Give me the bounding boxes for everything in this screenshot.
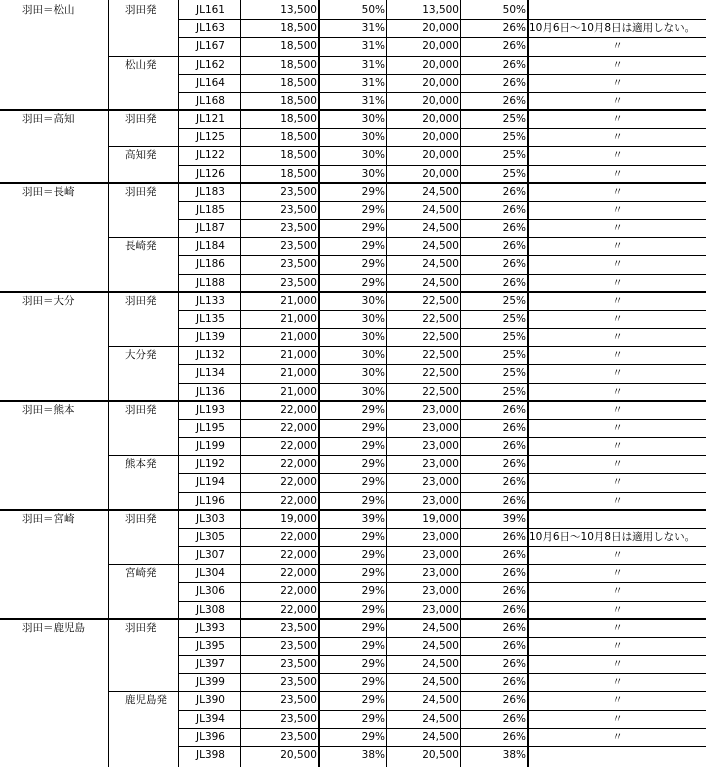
discount-rate-alt: 25%	[502, 113, 526, 125]
flight-number: JL163	[196, 22, 225, 34]
fare-value-alt: 23,000	[422, 604, 459, 616]
fare-value: 23,500	[280, 658, 317, 670]
note-text: 〃	[612, 349, 623, 361]
fare-value-alt: 23,000	[422, 422, 459, 434]
fare-value-alt: 24,500	[422, 240, 459, 252]
discount-rate: 29%	[361, 549, 385, 561]
discount-rate: 30%	[361, 149, 385, 161]
fare-value: 21,000	[280, 386, 317, 398]
note-text: 〃	[612, 640, 623, 652]
fare-value: 22,000	[280, 531, 317, 543]
discount-rate: 30%	[361, 386, 385, 398]
fare-value: 23,500	[280, 694, 317, 706]
note-text: 〃	[612, 277, 623, 289]
fare-value: 21,000	[280, 349, 317, 361]
discount-rate: 29%	[361, 404, 385, 416]
discount-rate: 29%	[361, 531, 385, 543]
discount-rate: 39%	[361, 513, 385, 525]
fare-value-alt: 23,000	[422, 476, 459, 488]
fare-value: 22,000	[280, 604, 317, 616]
discount-rate-alt: 26%	[502, 204, 526, 216]
discount-rate: 50%	[361, 4, 385, 16]
route-label: 羽田＝熊本	[22, 404, 75, 416]
note-text: 〃	[612, 113, 623, 125]
fare-value: 23,500	[280, 713, 317, 725]
direction-label: 羽田発	[125, 622, 157, 634]
discount-rate-alt: 25%	[502, 131, 526, 143]
discount-rate-alt: 38%	[502, 749, 526, 761]
fare-value-alt: 24,500	[422, 658, 459, 670]
discount-rate-alt: 26%	[502, 531, 526, 543]
discount-rate-alt: 26%	[502, 186, 526, 198]
discount-rate-alt: 26%	[502, 713, 526, 725]
discount-rate-alt: 26%	[502, 658, 526, 670]
note-text: 〃	[612, 59, 623, 71]
fare-value-alt: 24,500	[422, 258, 459, 270]
discount-rate: 29%	[361, 585, 385, 597]
note-text: 〃	[612, 186, 623, 198]
fare-value: 22,000	[280, 440, 317, 452]
fare-value: 18,500	[280, 95, 317, 107]
discount-rate: 29%	[361, 222, 385, 234]
fare-value: 21,000	[280, 295, 317, 307]
flight-number: JL134	[196, 367, 225, 379]
flight-number: JL399	[196, 676, 225, 688]
flight-number: JL390	[196, 694, 225, 706]
fare-value-alt: 24,500	[422, 731, 459, 743]
note-text: 〃	[612, 77, 623, 89]
fare-value: 18,500	[280, 149, 317, 161]
discount-rate: 29%	[361, 567, 385, 579]
flight-number: JL136	[196, 386, 225, 398]
flight-number: JL396	[196, 731, 225, 743]
fare-value-alt: 24,500	[422, 640, 459, 652]
discount-rate-alt: 26%	[502, 258, 526, 270]
fare-value: 18,500	[280, 131, 317, 143]
column-rule	[108, 0, 109, 767]
fare-value-alt: 23,000	[422, 549, 459, 561]
flight-number: JL194	[196, 476, 225, 488]
direction-label: 鹿児島発	[125, 694, 167, 706]
discount-rate-alt: 26%	[502, 476, 526, 488]
fare-value: 23,500	[280, 277, 317, 289]
fare-value-alt: 24,500	[422, 204, 459, 216]
direction-label: 羽田発	[125, 404, 157, 416]
discount-rate-alt: 26%	[502, 404, 526, 416]
discount-rate: 29%	[361, 640, 385, 652]
discount-rate: 29%	[361, 422, 385, 434]
discount-rate-alt: 26%	[502, 222, 526, 234]
direction-label: 熊本発	[125, 458, 157, 470]
discount-rate: 29%	[361, 458, 385, 470]
fare-value: 23,500	[280, 204, 317, 216]
discount-rate: 31%	[361, 77, 385, 89]
fare-value-alt: 23,000	[422, 440, 459, 452]
flight-number: JL393	[196, 622, 225, 634]
fare-value: 23,500	[280, 258, 317, 270]
direction-label: 羽田発	[125, 513, 157, 525]
discount-rate-alt: 26%	[502, 22, 526, 34]
direction-label: 長崎発	[125, 240, 157, 252]
note-text: 〃	[612, 476, 623, 488]
note-text: 〃	[612, 622, 623, 634]
discount-rate-alt: 25%	[502, 168, 526, 180]
fare-value-alt: 22,500	[422, 386, 459, 398]
flight-number: JL167	[196, 40, 225, 52]
discount-rate-alt: 26%	[502, 95, 526, 107]
fare-value: 22,000	[280, 422, 317, 434]
note-text: 〃	[612, 168, 623, 180]
fare-value-alt: 22,500	[422, 313, 459, 325]
flight-number: JL186	[196, 258, 225, 270]
discount-rate-alt: 26%	[502, 567, 526, 579]
fare-value: 18,500	[280, 168, 317, 180]
flight-number: JL304	[196, 567, 225, 579]
discount-rate: 30%	[361, 113, 385, 125]
flight-number: JL195	[196, 422, 225, 434]
fare-value: 23,500	[280, 676, 317, 688]
discount-rate: 29%	[361, 495, 385, 507]
discount-rate-alt: 26%	[502, 59, 526, 71]
discount-rate-alt: 26%	[502, 640, 526, 652]
discount-rate-alt: 25%	[502, 313, 526, 325]
discount-rate: 31%	[361, 40, 385, 52]
note-text: 〃	[612, 694, 623, 706]
fare-value: 18,500	[280, 59, 317, 71]
flight-number: JL121	[196, 113, 225, 125]
flight-number: JL139	[196, 331, 225, 343]
discount-rate-alt: 26%	[502, 585, 526, 597]
fare-value-alt: 23,000	[422, 495, 459, 507]
flight-number: JL168	[196, 95, 225, 107]
note-text: 〃	[612, 331, 623, 343]
direction-label: 羽田発	[125, 113, 157, 125]
flight-number: JL188	[196, 277, 225, 289]
discount-rate: 29%	[361, 240, 385, 252]
fare-value: 21,000	[280, 313, 317, 325]
fare-value: 18,500	[280, 77, 317, 89]
discount-rate: 38%	[361, 749, 385, 761]
route-label: 羽田＝高知	[22, 113, 75, 125]
flight-number: JL395	[196, 640, 225, 652]
discount-rate: 29%	[361, 440, 385, 452]
direction-label: 羽田発	[125, 4, 157, 16]
note-text: 〃	[612, 313, 623, 325]
fare-value-alt: 23,000	[422, 531, 459, 543]
discount-rate-alt: 26%	[502, 676, 526, 688]
discount-rate-alt: 25%	[502, 331, 526, 343]
fare-value-alt: 13,500	[422, 4, 459, 16]
note-text: 〃	[612, 713, 623, 725]
fare-value-alt: 19,000	[422, 513, 459, 525]
discount-rate-alt: 26%	[502, 458, 526, 470]
discount-rate-alt: 26%	[502, 549, 526, 561]
note-text: 〃	[612, 440, 623, 452]
note-text: 〃	[612, 131, 623, 143]
discount-rate-alt: 26%	[502, 604, 526, 616]
fare-value-alt: 20,000	[422, 168, 459, 180]
note-text: 〃	[612, 386, 623, 398]
fare-value-alt: 24,500	[422, 622, 459, 634]
note-text: 〃	[612, 149, 623, 161]
flight-number: JL187	[196, 222, 225, 234]
note-text: 〃	[612, 658, 623, 670]
note-text: 〃	[612, 604, 623, 616]
discount-rate-alt: 26%	[502, 694, 526, 706]
note-text: 〃	[612, 404, 623, 416]
discount-rate-alt: 26%	[502, 495, 526, 507]
discount-rate: 29%	[361, 676, 385, 688]
note-text: 〃	[612, 222, 623, 234]
fare-value-alt: 23,000	[422, 585, 459, 597]
fare-value-alt: 24,500	[422, 713, 459, 725]
flight-number: JL122	[196, 149, 225, 161]
discount-rate: 29%	[361, 277, 385, 289]
note-text: 〃	[612, 204, 623, 216]
fare-value: 18,500	[280, 113, 317, 125]
direction-label: 羽田発	[125, 186, 157, 198]
note-text: 〃	[612, 95, 623, 107]
flight-number: JL398	[196, 749, 225, 761]
discount-rate-alt: 25%	[502, 149, 526, 161]
discount-rate: 31%	[361, 22, 385, 34]
discount-rate: 29%	[361, 622, 385, 634]
flight-number: JL397	[196, 658, 225, 670]
discount-rate-alt: 25%	[502, 295, 526, 307]
flight-number: JL183	[196, 186, 225, 198]
route-label: 羽田＝長崎	[22, 186, 75, 198]
fare-value-alt: 22,500	[422, 295, 459, 307]
fare-value-alt: 20,000	[422, 77, 459, 89]
discount-rate: 29%	[361, 694, 385, 706]
flight-number: JL161	[196, 4, 225, 16]
fare-value: 23,500	[280, 222, 317, 234]
fare-value: 13,500	[280, 4, 317, 16]
direction-label: 大分発	[125, 349, 157, 361]
discount-rate: 30%	[361, 131, 385, 143]
flight-number: JL184	[196, 240, 225, 252]
discount-rate-alt: 26%	[502, 731, 526, 743]
discount-rate: 30%	[361, 168, 385, 180]
fare-value: 22,000	[280, 495, 317, 507]
discount-rate: 29%	[361, 658, 385, 670]
direction-label: 松山発	[125, 59, 157, 71]
note-text: 〃	[612, 676, 623, 688]
flight-number: JL193	[196, 404, 225, 416]
flight-number: JL164	[196, 77, 225, 89]
discount-rate: 29%	[361, 258, 385, 270]
discount-rate-alt: 25%	[502, 349, 526, 361]
direction-label: 高知発	[125, 149, 157, 161]
fare-value: 22,000	[280, 585, 317, 597]
discount-rate: 31%	[361, 95, 385, 107]
fare-value: 22,000	[280, 567, 317, 579]
fare-value: 23,500	[280, 622, 317, 634]
note-text: 〃	[612, 495, 623, 507]
fare-value-alt: 22,500	[422, 349, 459, 361]
note-text: 〃	[612, 258, 623, 270]
fare-value-alt: 22,500	[422, 367, 459, 379]
discount-rate-alt: 50%	[502, 4, 526, 16]
fare-value: 22,000	[280, 549, 317, 561]
note-text: 〃	[612, 567, 623, 579]
flight-number: JL305	[196, 531, 225, 543]
note-text: 〃	[612, 295, 623, 307]
discount-rate-alt: 25%	[502, 386, 526, 398]
fare-value-alt: 24,500	[422, 222, 459, 234]
note-text: 10月6日～10月8日は適用しない。	[529, 531, 696, 543]
flight-number: JL135	[196, 313, 225, 325]
flight-number: JL196	[196, 495, 225, 507]
discount-rate-alt: 26%	[502, 277, 526, 289]
direction-label: 羽田発	[125, 295, 157, 307]
fare-value: 22,000	[280, 404, 317, 416]
fare-value: 23,500	[280, 186, 317, 198]
discount-rate-alt: 26%	[502, 40, 526, 52]
fare-value-alt: 20,000	[422, 95, 459, 107]
fare-value: 21,000	[280, 331, 317, 343]
note-text: 〃	[612, 731, 623, 743]
fare-value-alt: 20,000	[422, 131, 459, 143]
flight-number: JL192	[196, 458, 225, 470]
flight-number: JL308	[196, 604, 225, 616]
fare-value: 23,500	[280, 640, 317, 652]
fare-value: 23,500	[280, 731, 317, 743]
discount-rate-alt: 26%	[502, 622, 526, 634]
fare-value-alt: 24,500	[422, 186, 459, 198]
fare-value-alt: 24,500	[422, 694, 459, 706]
fare-value: 19,000	[280, 513, 317, 525]
fare-value-alt: 23,000	[422, 404, 459, 416]
discount-rate: 30%	[361, 331, 385, 343]
direction-label: 宮崎発	[125, 567, 157, 579]
discount-rate: 29%	[361, 604, 385, 616]
discount-rate: 29%	[361, 731, 385, 743]
note-text: 〃	[612, 422, 623, 434]
note-text: 〃	[612, 367, 623, 379]
flight-number: JL185	[196, 204, 225, 216]
fare-value: 21,000	[280, 367, 317, 379]
flight-number: JL307	[196, 549, 225, 561]
fare-value: 18,500	[280, 22, 317, 34]
discount-rate: 30%	[361, 313, 385, 325]
fare-value-alt: 20,000	[422, 22, 459, 34]
flight-number: JL162	[196, 59, 225, 71]
flight-number: JL126	[196, 168, 225, 180]
discount-rate: 29%	[361, 713, 385, 725]
discount-rate: 30%	[361, 367, 385, 379]
discount-rate-alt: 26%	[502, 77, 526, 89]
discount-rate: 29%	[361, 204, 385, 216]
route-label: 羽田＝宮崎	[22, 513, 75, 525]
fare-value-alt: 20,000	[422, 59, 459, 71]
fare-value-alt: 24,500	[422, 676, 459, 688]
fare-value-alt: 20,000	[422, 149, 459, 161]
note-text: 〃	[612, 40, 623, 52]
note-text: 〃	[612, 549, 623, 561]
route-label: 羽田＝松山	[22, 4, 75, 16]
fare-value: 18,500	[280, 40, 317, 52]
fare-value: 22,000	[280, 458, 317, 470]
discount-rate: 30%	[361, 295, 385, 307]
discount-rate-alt: 26%	[502, 240, 526, 252]
fare-value-alt: 20,500	[422, 749, 459, 761]
flight-number: JL199	[196, 440, 225, 452]
discount-rate-alt: 39%	[502, 513, 526, 525]
flight-number: JL303	[196, 513, 225, 525]
fare-value-alt: 23,000	[422, 567, 459, 579]
discount-rate: 30%	[361, 349, 385, 361]
flight-number: JL133	[196, 295, 225, 307]
fare-value-alt: 20,000	[422, 113, 459, 125]
fare-value-alt: 20,000	[422, 40, 459, 52]
discount-rate-alt: 26%	[502, 422, 526, 434]
fare-value-alt: 22,500	[422, 331, 459, 343]
discount-rate: 29%	[361, 476, 385, 488]
route-label: 羽田＝鹿児島	[22, 622, 85, 634]
discount-rate: 29%	[361, 186, 385, 198]
flight-number: JL306	[196, 585, 225, 597]
note-text: 10月6日～10月8日は適用しない。	[529, 22, 696, 34]
discount-rate-alt: 25%	[502, 367, 526, 379]
flight-number: JL394	[196, 713, 225, 725]
fare-value: 22,000	[280, 476, 317, 488]
fare-value: 23,500	[280, 240, 317, 252]
fare-value-alt: 23,000	[422, 458, 459, 470]
note-text: 〃	[612, 458, 623, 470]
fare-value: 20,500	[280, 749, 317, 761]
fare-value-alt: 24,500	[422, 277, 459, 289]
note-text: 〃	[612, 240, 623, 252]
route-label: 羽田＝大分	[22, 295, 75, 307]
note-text: 〃	[612, 585, 623, 597]
discount-rate: 31%	[361, 59, 385, 71]
flight-number: JL132	[196, 349, 225, 361]
discount-rate-alt: 26%	[502, 440, 526, 452]
flight-number: JL125	[196, 131, 225, 143]
